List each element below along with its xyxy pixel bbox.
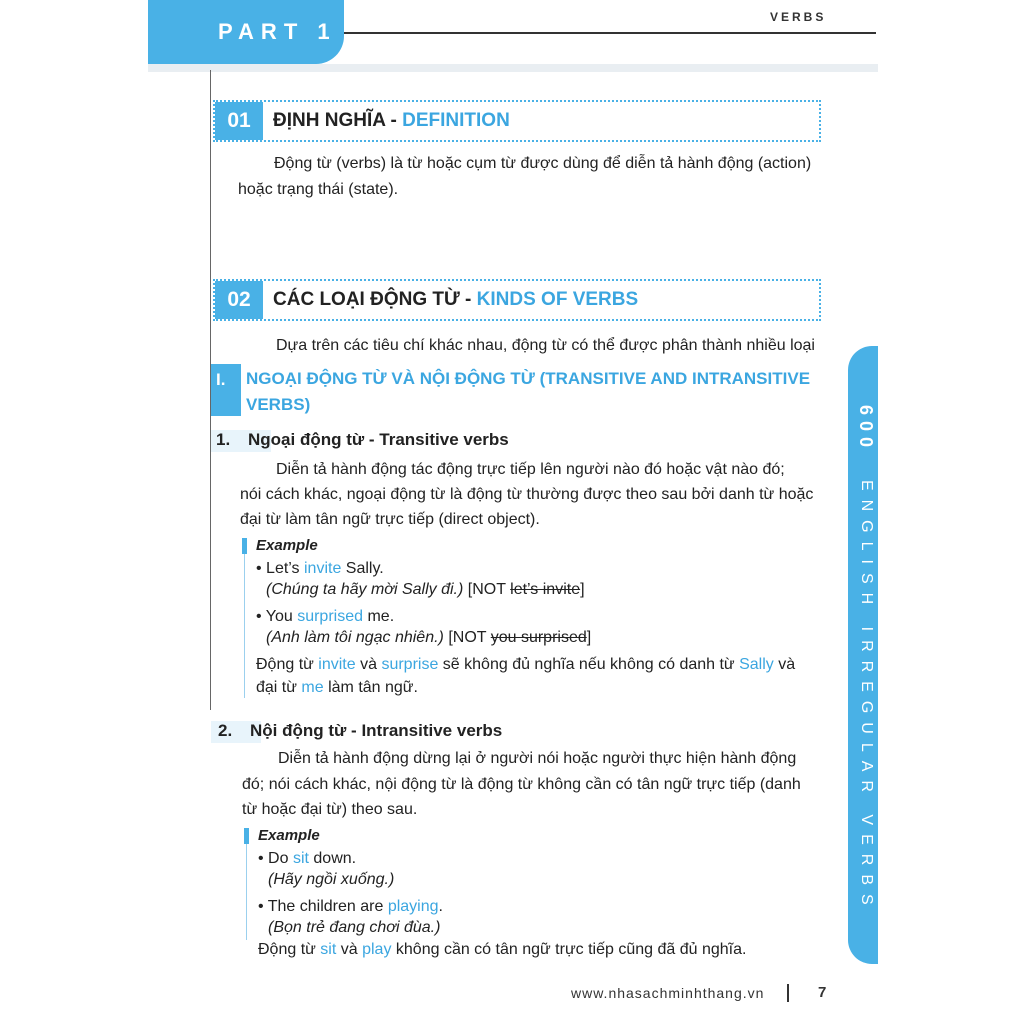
note-text: Động từ	[258, 941, 321, 958]
definition-line-1: Động từ (verbs) là từ hoặc cụm từ được dùng để diễn tả hành động (action)	[274, 155, 812, 172]
intransitive-note	[258, 938, 746, 962]
example-rule-1	[244, 554, 245, 698]
section-2-title-en: KINDS OF VERBS	[476, 289, 639, 310]
note-text: làm tân ngữ.	[323, 679, 418, 696]
note-highlight: Sally	[739, 656, 774, 673]
example-label-2: Example	[258, 827, 320, 844]
ex-text: Sally.	[341, 560, 384, 577]
section-2-title	[273, 289, 638, 311]
side-tab-label: ENGLISH IRREGULAR VERBS	[858, 479, 875, 914]
transitive-note-2	[256, 676, 418, 700]
ex-translation: (Anh làm tôi ngạc nhiên.)	[266, 629, 444, 646]
note-text: không cần có tân ngữ trực tiếp cũng đã đủ nghĩa.	[391, 941, 747, 958]
transitive-note-1	[256, 653, 795, 677]
part-tab	[148, 0, 344, 64]
roman-heading-line-1: NGOẠI ĐỘNG TỪ VÀ NỘI ĐỘNG TỪ (TRANSITIVE AND INTRANSITIVE	[246, 369, 811, 388]
ex-verb: playing	[387, 898, 439, 915]
footer-url: www.nhasachminhthang.vn	[571, 985, 765, 1001]
ex-verb: surprised	[297, 608, 364, 625]
section-2-header	[213, 279, 821, 321]
note-text: và	[355, 656, 382, 673]
transitive-heading: Ngoại động từ - Transitive verbs	[248, 430, 509, 449]
intransitive-heading: Nội động từ - Intransitive verbs	[250, 721, 503, 740]
note-text: và	[773, 656, 796, 673]
note-highlight: sit	[320, 941, 337, 958]
example-label-1: Example	[256, 537, 318, 554]
note-text: Động từ	[256, 656, 319, 673]
transitive-body-3: đại từ làm tân ngữ trực tiếp (direct object).	[240, 511, 540, 528]
intransitive-body-3: từ hoặc đại từ) theo sau.	[242, 801, 418, 818]
ex-text: .	[438, 898, 443, 915]
section-2-number: 02	[215, 281, 263, 319]
section-2-title-vi: CÁC LOẠI ĐỘNG TỪ -	[273, 289, 477, 310]
footer-divider	[787, 984, 789, 1002]
ex-text: • Let’s	[256, 560, 304, 577]
ex-text: • You	[256, 608, 298, 625]
side-tab-number: 600	[856, 405, 876, 454]
side-tab-text	[852, 405, 876, 914]
roman-heading	[246, 366, 836, 418]
header-shade	[148, 64, 878, 72]
ex-close: ]	[586, 629, 592, 646]
example-marker-2	[244, 828, 249, 844]
intransitive-body-1: Diễn tả hành động dừng lại ở người nói hoặc người thực hiện hành động	[278, 750, 797, 767]
section-1-title-vi: ĐỊNH NGHĨA -	[273, 110, 403, 131]
transitive-body-1: Diễn tả hành động tác động trực tiếp lên người nào đó hoặc vật nào đó;	[276, 461, 785, 478]
section-1-title	[273, 110, 510, 132]
note-text: đại từ	[256, 679, 302, 696]
ex-not: [NOT	[443, 629, 491, 646]
ex-text: • The children are	[258, 898, 388, 915]
ex-text: down.	[308, 850, 357, 867]
intransitive-example-2-translation: (Bọn trẻ đang chơi đùa.)	[268, 919, 441, 936]
ex-wrong: you surprised	[490, 629, 587, 646]
transitive-body-2: nói cách khác, ngoại động từ là động từ thường được theo sau bởi danh từ hoặc	[240, 486, 814, 503]
ex-wrong: let’s invite	[510, 581, 581, 598]
section-1-title-en: DEFINITION	[402, 110, 510, 131]
intransitive-body-2: đó; nói cách khác, nội động từ là động từ không cần có tân ngữ trực tiếp (danh	[242, 776, 801, 793]
transitive-example-1-translation	[266, 578, 585, 602]
running-title: VERBS	[770, 10, 827, 24]
roman-heading-line-2: VERBS)	[246, 395, 311, 414]
page-number: 7	[818, 984, 827, 1001]
example-rule-2	[246, 844, 247, 940]
header-rule	[344, 32, 876, 34]
section-1-header	[213, 100, 821, 142]
note-text: và	[336, 941, 363, 958]
ex-verb: invite	[304, 560, 342, 577]
roman-numeral-box: I.	[211, 364, 241, 416]
ex-close: ]	[580, 581, 585, 598]
intransitive-number: 2.	[218, 721, 233, 740]
note-highlight: invite	[318, 656, 356, 673]
ex-not: [NOT	[463, 581, 511, 598]
note-highlight: play	[362, 941, 392, 958]
transitive-example-2-translation	[266, 626, 591, 650]
ex-verb: sit	[292, 850, 309, 867]
note-highlight: me	[301, 679, 324, 696]
definition-line-2: hoặc trạng thái (state).	[238, 181, 399, 198]
section-1-number: 01	[215, 102, 263, 140]
ex-text: me.	[363, 608, 395, 625]
transitive-number: 1.	[216, 430, 231, 449]
note-text: sẽ không đủ nghĩa nếu không có danh từ	[438, 656, 740, 673]
ex-text: • Do	[258, 850, 293, 867]
intransitive-example-1-translation: (Hãy ngồi xuống.)	[268, 871, 395, 888]
note-highlight: surprise	[381, 656, 439, 673]
example-marker-1	[242, 538, 247, 554]
kinds-intro: Dựa trên các tiêu chí khác nhau, động từ có thể được phân thành nhiều loại	[276, 337, 815, 354]
ex-translation: (Chúng ta hãy mời Sally đi.)	[266, 581, 464, 598]
part-label: PART 1	[218, 19, 337, 44]
